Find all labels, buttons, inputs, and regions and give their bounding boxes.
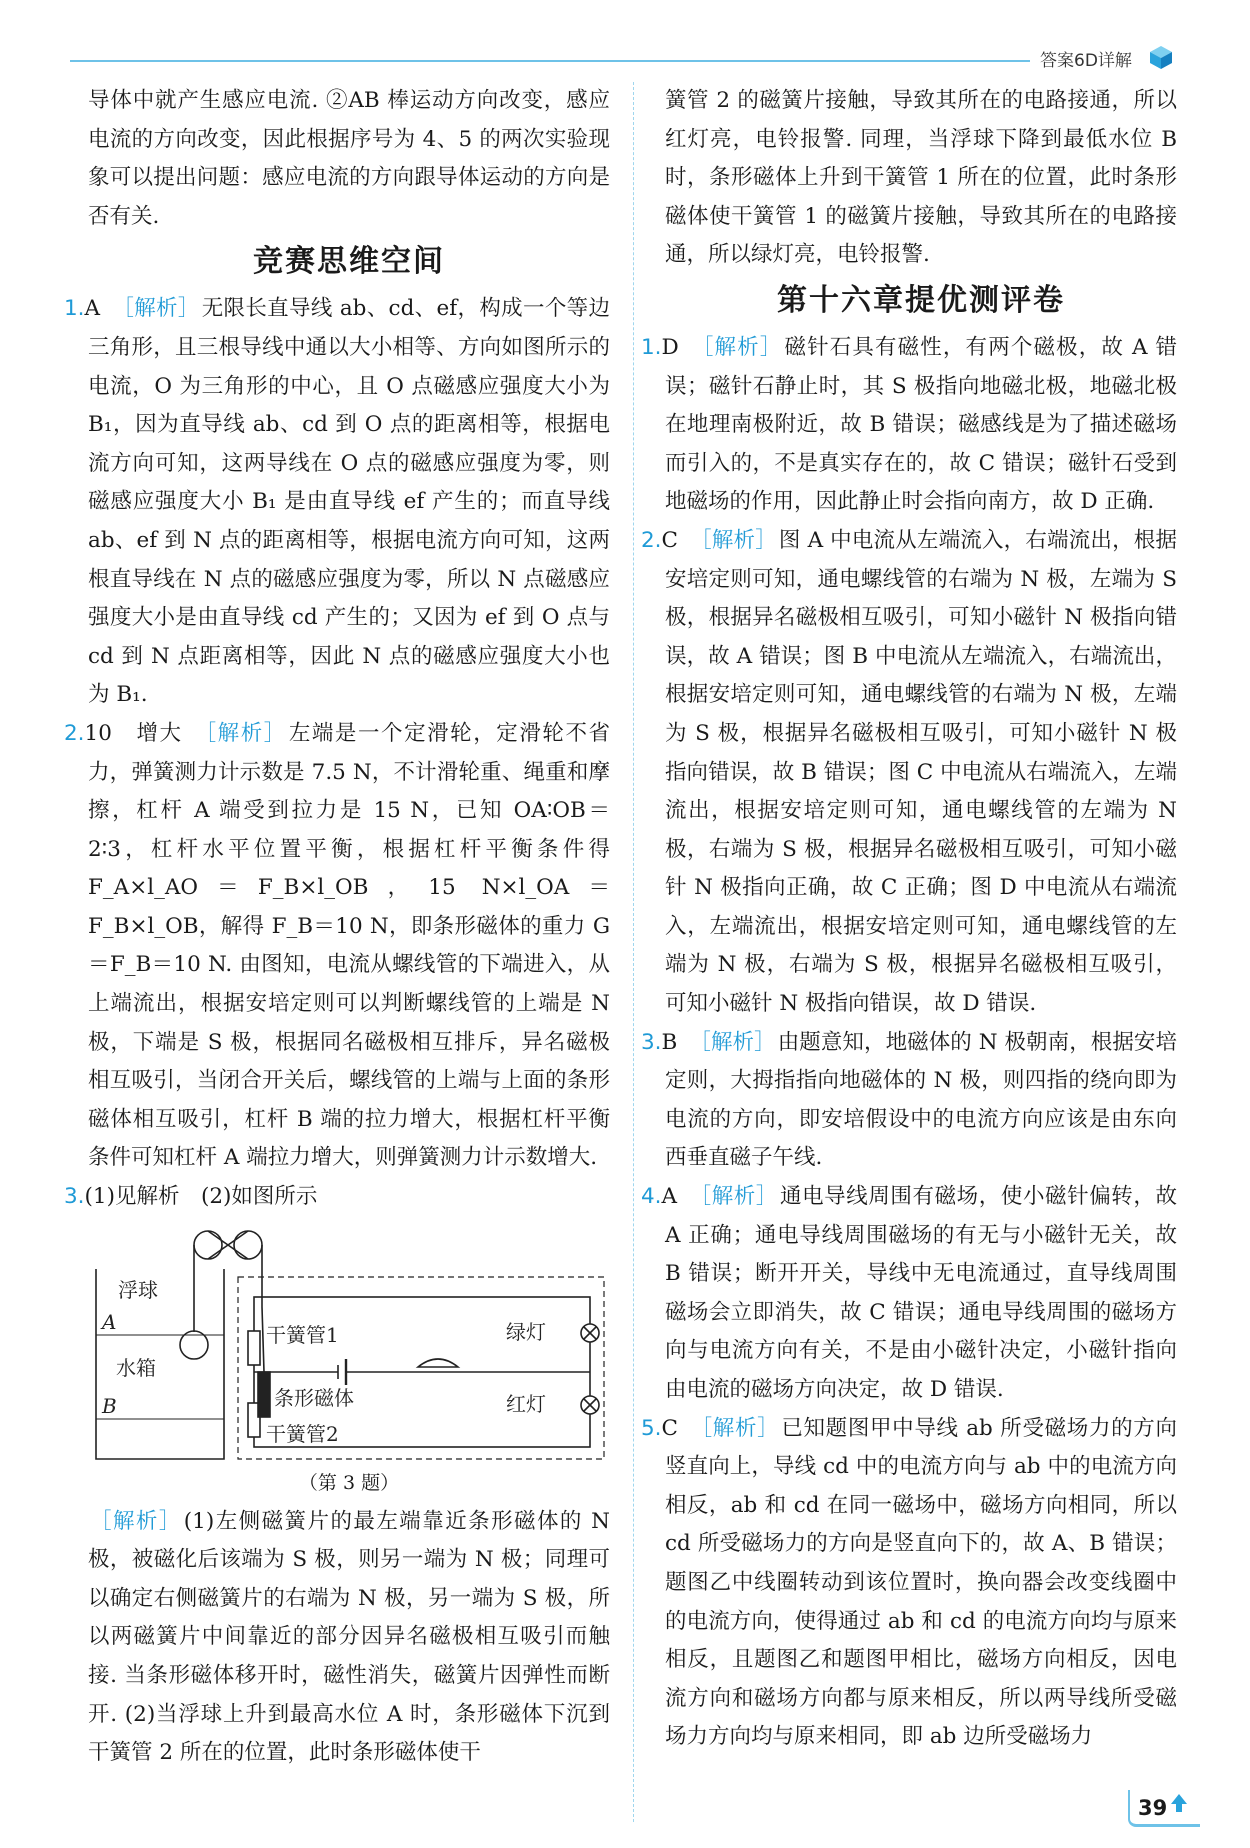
item-text: 由题意知，地磁体的 N 极朝南，根据安培定则，大拇指指向地磁体的 N 极，则四指的绕向即为电流的方向，即安培假设中的电流方向应该是由东向西垂直磁子午线. bbox=[665, 1029, 1177, 1171]
analysis-tag: ［解析］ bbox=[90, 1508, 182, 1534]
up-arrow-icon bbox=[1170, 1792, 1188, 1814]
column-divider bbox=[633, 82, 634, 1822]
figure-caption: （第 3 题） bbox=[298, 1471, 400, 1494]
section-title-competition: 竞赛思维空间 bbox=[253, 244, 445, 280]
right-column bbox=[641, 82, 1177, 1757]
item-text: 磁针石具有磁性，有两个磁极，故 A 错误；磁针石静止时，其 S 极指向地磁北极，地磁北极在地理南极附近，故 B 错误；磁感线是为了描述磁场而引入的，不是真实存在的，故 C 错误；磁针石受到地磁场的作用，因此静止时会指向南方，故 D 正确. bbox=[665, 334, 1177, 515]
right-item-2 bbox=[641, 522, 1177, 1024]
left-item-1 bbox=[64, 290, 610, 715]
left-intro: 导体中就产生感应电流. ②AB 棒运动方向改变，感应电流的方向改变，因此根据序号为 4、5 的两次实验现象可以提出问题：感应电流的方向跟导体运动的方向是否有关. bbox=[88, 88, 610, 229]
item-answer: B bbox=[661, 1029, 678, 1055]
item-number: 3. bbox=[64, 1184, 85, 1210]
item-number: 2. bbox=[641, 527, 662, 553]
analysis-tag: ［解析］ bbox=[194, 720, 287, 746]
item-number: 1. bbox=[64, 296, 85, 322]
label-bar-magnet: 条形磁体 bbox=[274, 1385, 354, 1410]
item-number: 4. bbox=[641, 1184, 662, 1210]
left-column bbox=[64, 82, 610, 1773]
item-answer: A bbox=[84, 296, 101, 322]
label-red-light: 红灯 bbox=[506, 1391, 546, 1416]
label-green-light: 绿灯 bbox=[506, 1319, 546, 1344]
analysis-tag: ［解析］ bbox=[112, 296, 200, 322]
item-answer: 10 增大 bbox=[84, 720, 183, 746]
right-item-4 bbox=[641, 1178, 1177, 1410]
item-number: 2. bbox=[64, 720, 85, 746]
label-level-b: B bbox=[102, 1393, 117, 1418]
analysis-tag: ［解析］ bbox=[690, 334, 783, 360]
item-number: 3. bbox=[641, 1029, 662, 1055]
right-item-5 bbox=[641, 1410, 1177, 1757]
analysis-text: (1)左侧磁簧片的最左端靠近条形磁体的 N 极，被磁化后该端为 S 极，则另一端为 N 极；同理可以确定右侧磁簧片的右端为 N 极，另一端为 S 极，所以两磁簧片中间靠近的部分因异名磁极相互吸引而触接. 当条形磁体移开时，磁性消失，磁簧片因弹性而断开. (2)当浮球上升到最高水位 A 时，条形磁体下沉到干簧管 2 所在的位置，此时条形磁体使干 bbox=[88, 1508, 610, 1766]
section-title-chapter16: 第十六章提优测评卷 bbox=[777, 282, 1065, 318]
label-reed-switch-2: 干簧管2 bbox=[266, 1421, 339, 1446]
left-item-3 bbox=[64, 1178, 610, 1217]
analysis-tag: ［解析］ bbox=[689, 1029, 776, 1055]
item-answer: (1)见解析 (2)如图所示 bbox=[84, 1184, 318, 1210]
item-answer: C bbox=[661, 1415, 678, 1441]
item-answer: D bbox=[661, 334, 679, 360]
item-text: 已知题图甲中导线 ab 所受磁场力的方向竖直向上，导线 cd 中的电流方向与 ab 中的电流方向相反，ab 和 cd 在同一磁场中，磁场方向相同，所以 cd 所受磁场力的方向是竖直向下的，故 A、B 错误；题图乙中线圈转动到该位置时，换向器会改变线圈中的电流方向，使得通过 ab 和 cd 的电流方向均与原来相反，且题图乙和题图甲相比，磁场方向相反，因电流方向和磁场方向都与原来相反，所以两导线所受磁场力方向均与原来相同，即 ab 边所受磁场力 bbox=[665, 1415, 1177, 1750]
item-text: 通电导线周围有磁场，使小磁针偏转，故 A 正确；通电导线周围磁场的有无与小磁针无关，故 B 错误；断开开关，导线中无电流通过，直导线周围磁场会立即消失，故 C 错误；通电导线周围的磁场方向与电流方向有关，不是由小磁针决定，小磁针指向由电流的磁场方向决定，故 D 错误. bbox=[665, 1184, 1177, 1402]
item-text: 左端是一个定滑轮，定滑轮不省力，弹簧测力计示数是 7.5 N，不计滑轮重、绳重和摩擦，杠杆 A 端受到拉力是 15 N，已知 OA∶OB＝2∶3，杠杆水平位置平衡，根据杠杆平衡条件得 F_A×l_AO＝F_B×l_OB，15 N×l_OA＝F_B×l_OB，解得 F_B＝10 N，即条形磁体的重力 G＝F_B＝10 N. 由图知，电流从螺线管的下端进入，从上端流出，根据安培定则可以判断螺线管的上端是 N 极，下端是 S 极，根据同名磁极相互排斥，异名磁极相互吸引，当闭合开关后，螺线管的上端与上面的条形磁体相互吸引，杠杆 B 端的拉力增大，根据杠杆平衡条件可知杠杆 A 端拉力增大，则弹簧测力计示数增大. bbox=[88, 720, 610, 1171]
right-intro: 簧管 2 的磁簧片接触，导致其所在的电路接通，所以红灯亮，电铃报警. 同理，当浮球下降到最低水位 B 时，条形磁体上升到干簧管 1 所在的位置，此时条形磁体使干簧管 1 的磁簧片接触，导致其所在的电路接通，所以绿灯亮，电铃报警. bbox=[665, 88, 1177, 268]
item-answer: A bbox=[661, 1184, 678, 1210]
analysis-tag: ［解析］ bbox=[689, 1184, 778, 1210]
right-item-3 bbox=[641, 1024, 1177, 1178]
analysis-tag: ［解析］ bbox=[689, 527, 777, 553]
page-number: 39 bbox=[1138, 1796, 1168, 1820]
item-text: 无限长直导线 ab、cd、ef，构成一个等边三角形，且三根导线中通以大小相等、方向如图所示的电流，O 为三角形的中心，且 O 点磁感应强度大小为 B₁，因为直导线 ab、cd 到 O 点的距离相等，根据电流方向可知，这两导线在 O 点的磁感应强度为零，则磁感应强度大小 B₁ 是由直导线 ef 产生的；而直导线 ab、ef 到 N 点的距离相等，根据电流方向可知，这两根直导线在 N 点的磁感应强度为零，所以 N 点磁感应强度大小是由直导线 cd 产生的；又因为 ef 到 O 点与 cd 到 N 点距离相等，因此 N 点的磁感应强度大小也为 B₁. bbox=[88, 296, 610, 708]
cube-logo-icon bbox=[1148, 44, 1174, 70]
item-answer: C bbox=[661, 527, 678, 553]
item-number: 1. bbox=[641, 334, 662, 360]
label-level-a: A bbox=[102, 1309, 117, 1334]
item-text: 图 A 中电流从左端流入，右端流出，根据安培定则可知，通电螺线管的右端为 N 极，左端为 S 极，根据异名磁极相互吸引，可知小磁针 N 极指向错误，故 A 错误；图 B 中电流从左端流入，右端流出，根据安培定则可知，通电螺线管的右端为 N 极，左端为 S 极，根据异名磁极相互吸引，可知小磁针 N 极指向错误，故 B 错误；图 C 中电流从右端流入，左端流出，根据安培定则可知，通电螺线管的左端为 N 极，右端为 S 极，根据异名磁极相互吸引，可知小磁针 N 极指向正确，故 C 正确；图 D 中电流从右端流入，左端流出，根据安培定则可知，通电螺线管的左端为 N 极，右端为 S 极，根据异名磁极相互吸引，可知小磁针 N 极指向错误，故 D 错误. bbox=[665, 527, 1177, 1017]
right-item-1 bbox=[641, 329, 1177, 522]
analysis-tag: ［解析］ bbox=[689, 1415, 780, 1441]
header-rule bbox=[70, 60, 1030, 62]
label-float: 浮球 bbox=[118, 1277, 158, 1302]
header-label: 答案6D详解 bbox=[1040, 51, 1132, 71]
circuit-diagram bbox=[88, 1227, 610, 1467]
label-tank: 水箱 bbox=[116, 1355, 156, 1380]
item-number: 5. bbox=[641, 1415, 662, 1441]
circuit-figure bbox=[88, 1227, 610, 1627]
left-item-2 bbox=[64, 715, 610, 1178]
label-reed-switch-1: 干簧管1 bbox=[266, 1322, 339, 1347]
